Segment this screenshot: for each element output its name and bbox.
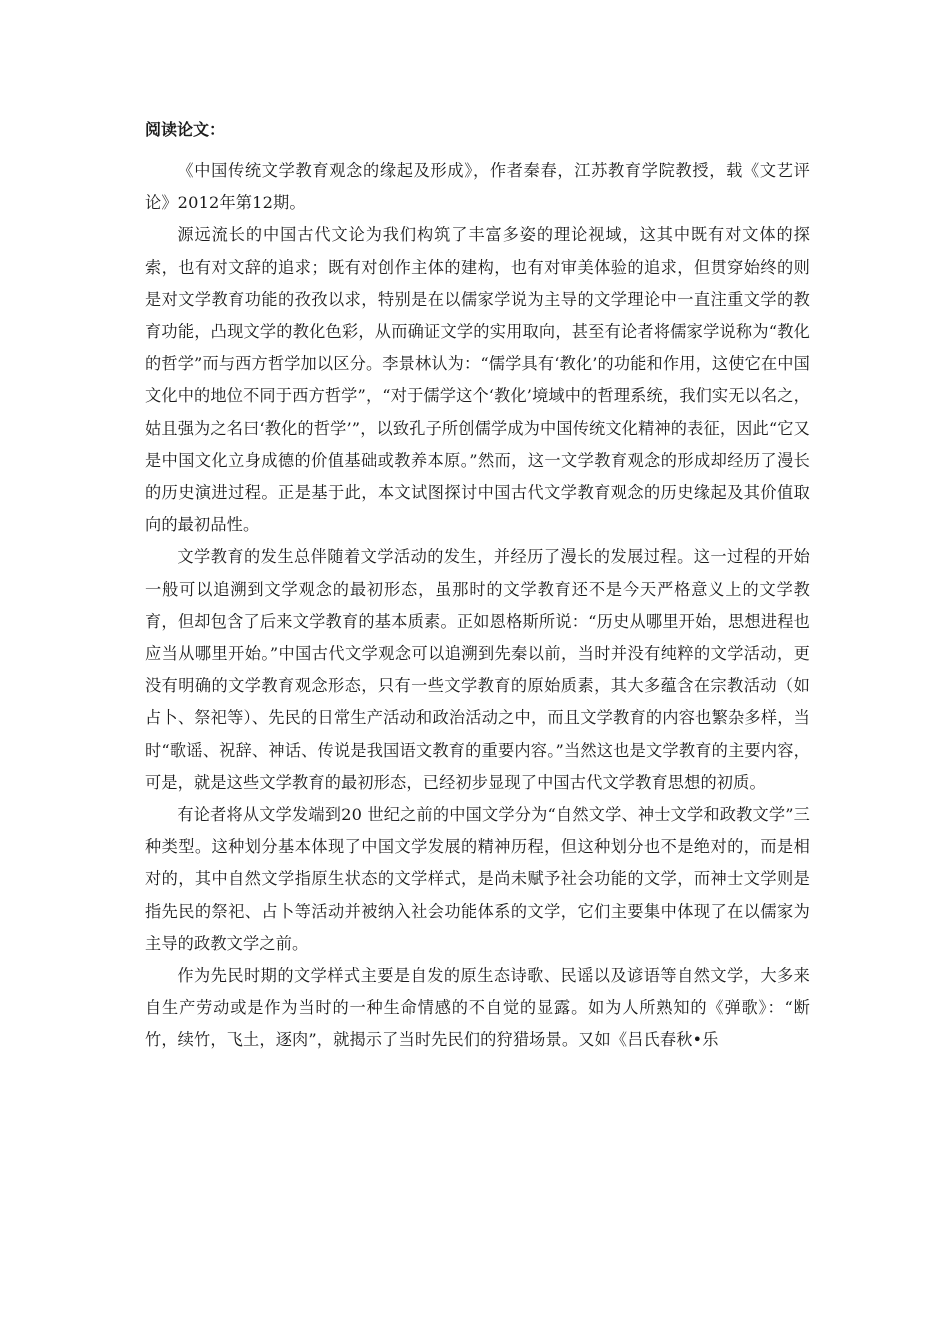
section-heading: 阅读论文： <box>145 120 226 139</box>
paragraph-introduction: 源远流长的中国古代文论为我们构筑了丰富多姿的理论视域，这其中既有对文体的探索，也有对文辞的追求；既有对创作主体的建构，也有对审美体验的追求，但贯穿始终的则是对文学教育功能的孜孜以求，特别是在以儒家学说为主导的文学理论中一直注重文学的教育功能，凸现文学的教化色彩，从而确证文学的实用取向，甚至有论者将儒家学说称为“教化的哲学”而与西方哲学加以区分。李景林认为：“儒学具有‘教化’的功能和作用，这使它在中国文化中的地位不同于西方哲学”，“对于儒学这个‘教化’境域中的哲理系统，我们实无以名之，姑且强为之名曰‘教化的哲学’”，以致孔子所创儒学成为中国传统文化精神的表征，因此“它又是中国文化立身成德的价值基础或教养本原。”然而，这一文学教育观念的形成却经历了漫长的历史演进过程。正是基于此，本文试图探讨中国古代文学教育观念的历史缘起及其价值取向的最初品性。 <box>145 225 810 535</box>
paragraph-citation: 《中国传统文学教育观念的缘起及形成》，作者秦春，江苏教育学院教授，载《文艺评论》2012年第12期。 <box>145 161 810 213</box>
paragraph-natural-literature: 作为先民时期的文学样式主要是自发的原生态诗歌、民谣以及谚语等自然文学，大多来自生产劳动或是作为当时的一种生命情感的不自觉的显露。如为人所熟知的《弹歌》：“断竹，续竹，飞土，逐肉”，就揭示了当时先民们的狩猎场景。又如《吕氏春秋•乐 <box>145 966 810 1050</box>
document-page <box>145 120 810 1057</box>
paragraph-origins: 文学教育的发生总伴随着文学活动的发生，并经历了漫长的发展过程。这一过程的开始一般可以追溯到文学观念的最初形态，虽那时的文学教育还不是今天严格意义上的文学教育，但却包含了后来文学教育的基本质素。正如恩格斯所说：“历史从哪里开始，思想进程也应当从哪里开始。”中国古代文学观念可以追溯到先秦以前，当时并没有纯粹的文学活动，更没有明确的文学教育观念形态，只有一些文学教育的原始质素，其大多蕴含在宗教活动（如占卜、祭祀等）、先民的日常生产活动和政治活动之中，而且文学教育的内容也繁杂多样，当时“歌谣、祝辞、神话、传说是我国语文教育的重要内容。”当然这也是文学教育的主要内容，可是，就是这些文学教育的最初形态，已经初步显现了中国古代文学教育思想的初质。 <box>145 547 810 792</box>
paragraph-classification: 有论者将从文学发端到20 世纪之前的中国文学分为“自然文学、神士文学和政教文学”三种类型。这种划分基本体现了中国文学发展的精神历程，但这种划分也不是绝对的，而是相对的，其中自然文学指原生状态的文学样式，是尚未赋予社会功能的文学，而神士文学则是指先民的祭祀、占卜等活动并被纳入社会功能体系的文学，它们主要集中体现了在以儒家为主导的政教文学之前。 <box>145 805 810 953</box>
